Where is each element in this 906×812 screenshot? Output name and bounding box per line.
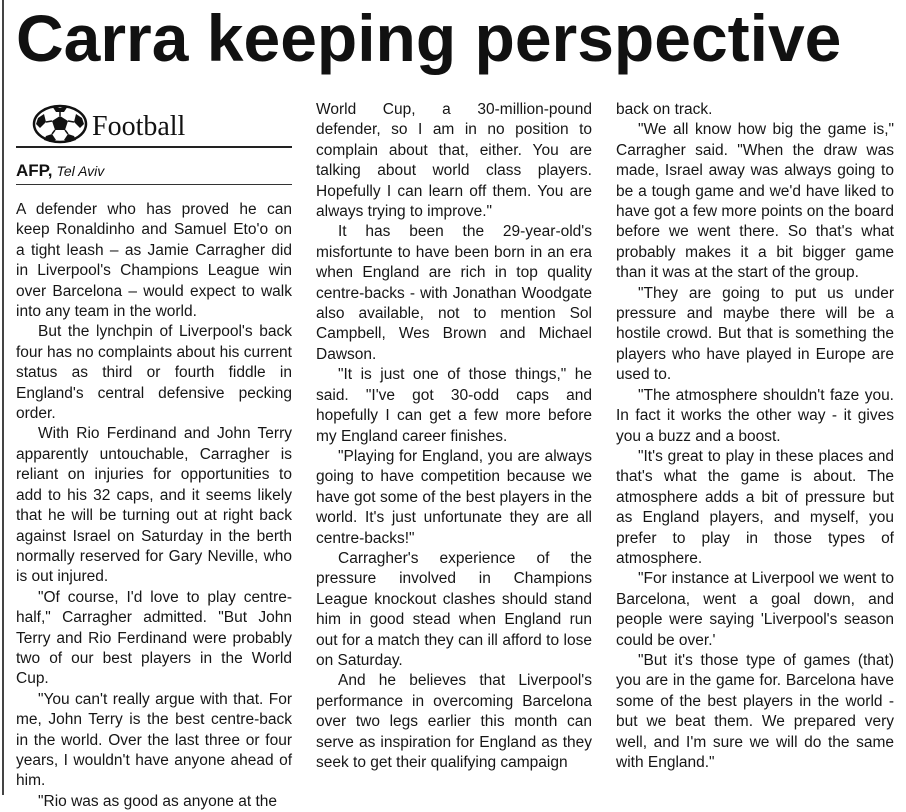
paragraph: Carragher's experience of the pressure involved in Champions League knockout clashes should stand him in good stead when England run out for a match they can ill afford to lose on Saturday. [316, 549, 592, 669]
left-column-rule [2, 0, 4, 795]
paragraph: "It is just one of those things," he said. "I've got 30-odd caps and hopefully I can get a few more before my England career finishes. [316, 366, 592, 445]
paragraph: "For instance at Liverpool we went to Barcelona, went a goal down, and people were saying 'Liverpool's season could be over.' [616, 570, 894, 649]
paragraph: "They are going to put us under pressure and maybe there will be a hostile crowd. But that is something the players who have played in Europe are used to. [616, 284, 894, 384]
paragraph: But the lynchpin of Liverpool's back four has no complaints about his current status as third or fourth fiddle in England's central defensive pecking order. [16, 323, 292, 423]
byline-place: Tel Aviv [56, 163, 105, 179]
paragraph: "You can't really argue with that. For me, John Terry is the best centre-back in the world. Over the last three or four years, I wouldn't have anyone ahead of him. [16, 690, 292, 790]
paragraph: "The atmosphere shouldn't faze you. In fact it works the other way - it gives you a buzz and a boost. [616, 386, 894, 445]
paragraph: It has been the 29-year-old's misfortunte to have been born in an era when England are rich in top quality centre-backs - with Jonathan Woodgate also available, not to mention Sol Campbell, Wes Brown and Michael Dawson. [316, 223, 592, 363]
paragraph: back on track. [616, 101, 713, 118]
section-label: Football [92, 111, 186, 142]
paragraph: "Rio was as good as anyone at the [38, 792, 278, 810]
paragraph: "We all know how big the game is," Carragher said. "When the draw was made, Israel away was always going to be a tough game and we'd have liked to have got a few more points on the board before we went there. So that's what probably makes it a bit bigger game than it was at the start of the group. [616, 121, 894, 282]
paragraph: "Playing for England, you are always going to have competition because we have got some of the best players in the world. It's just unfortunate they are all centre-backs!" [316, 447, 592, 547]
paragraph: With Rio Ferdinand and John Terry apparently untouchable, Carragher is reliant on injuries for opportunities to add to his 32 caps, and it seems likely that he will be turning out at right back against Israel on Saturday in the berth normally reserved for Gary Neville, who is out injured. [16, 425, 292, 586]
paragraph: World Cup, a 30-million-pound defender, so I am in no position to complain about that, either. You are talking about world class players. Hopefully I can learn off them. You are always trying to improve." [316, 101, 592, 221]
article-column-1 [16, 200, 292, 812]
paragraph: And he believes that Liverpool's performance in overcoming Barcelona over two legs earlier this month can serve as inspiration for England as they seek to get their qualifying campaign [316, 672, 592, 771]
paragraph: A defender who has proved he can keep Ronaldinho and Samuel Eto'o on a tight leash – as Jamie Carragher did in Liverpool's Champions League win over Barcelona – would expect to walk into any team in the world. [16, 201, 292, 321]
section-tag [16, 104, 292, 148]
football-icon [32, 104, 88, 144]
article-column-3 [616, 100, 894, 773]
headline: Carra keeping perspective [16, 1, 842, 75]
paragraph: "Of course, I'd love to play centre-half," Carragher admitted. "But John Terry and Rio Ferdinand were probably two of our best players in the World Cup. [16, 588, 292, 688]
paragraph: "It's great to play in these places and that's what the game is about. The atmosphere adds a bit of pressure but as England players, and myself, you prefer to play in those types of atmosphere. [616, 447, 894, 567]
byline-agency: AFP, [16, 161, 53, 180]
paragraph: "But it's those type of games (that) you are in the game for. Barcelona have some of the best players in the world - but we beat them. We prepared very well, and I'm sure we will do the same with England." [616, 651, 894, 771]
byline [16, 160, 292, 185]
article-column-2 [316, 100, 592, 773]
